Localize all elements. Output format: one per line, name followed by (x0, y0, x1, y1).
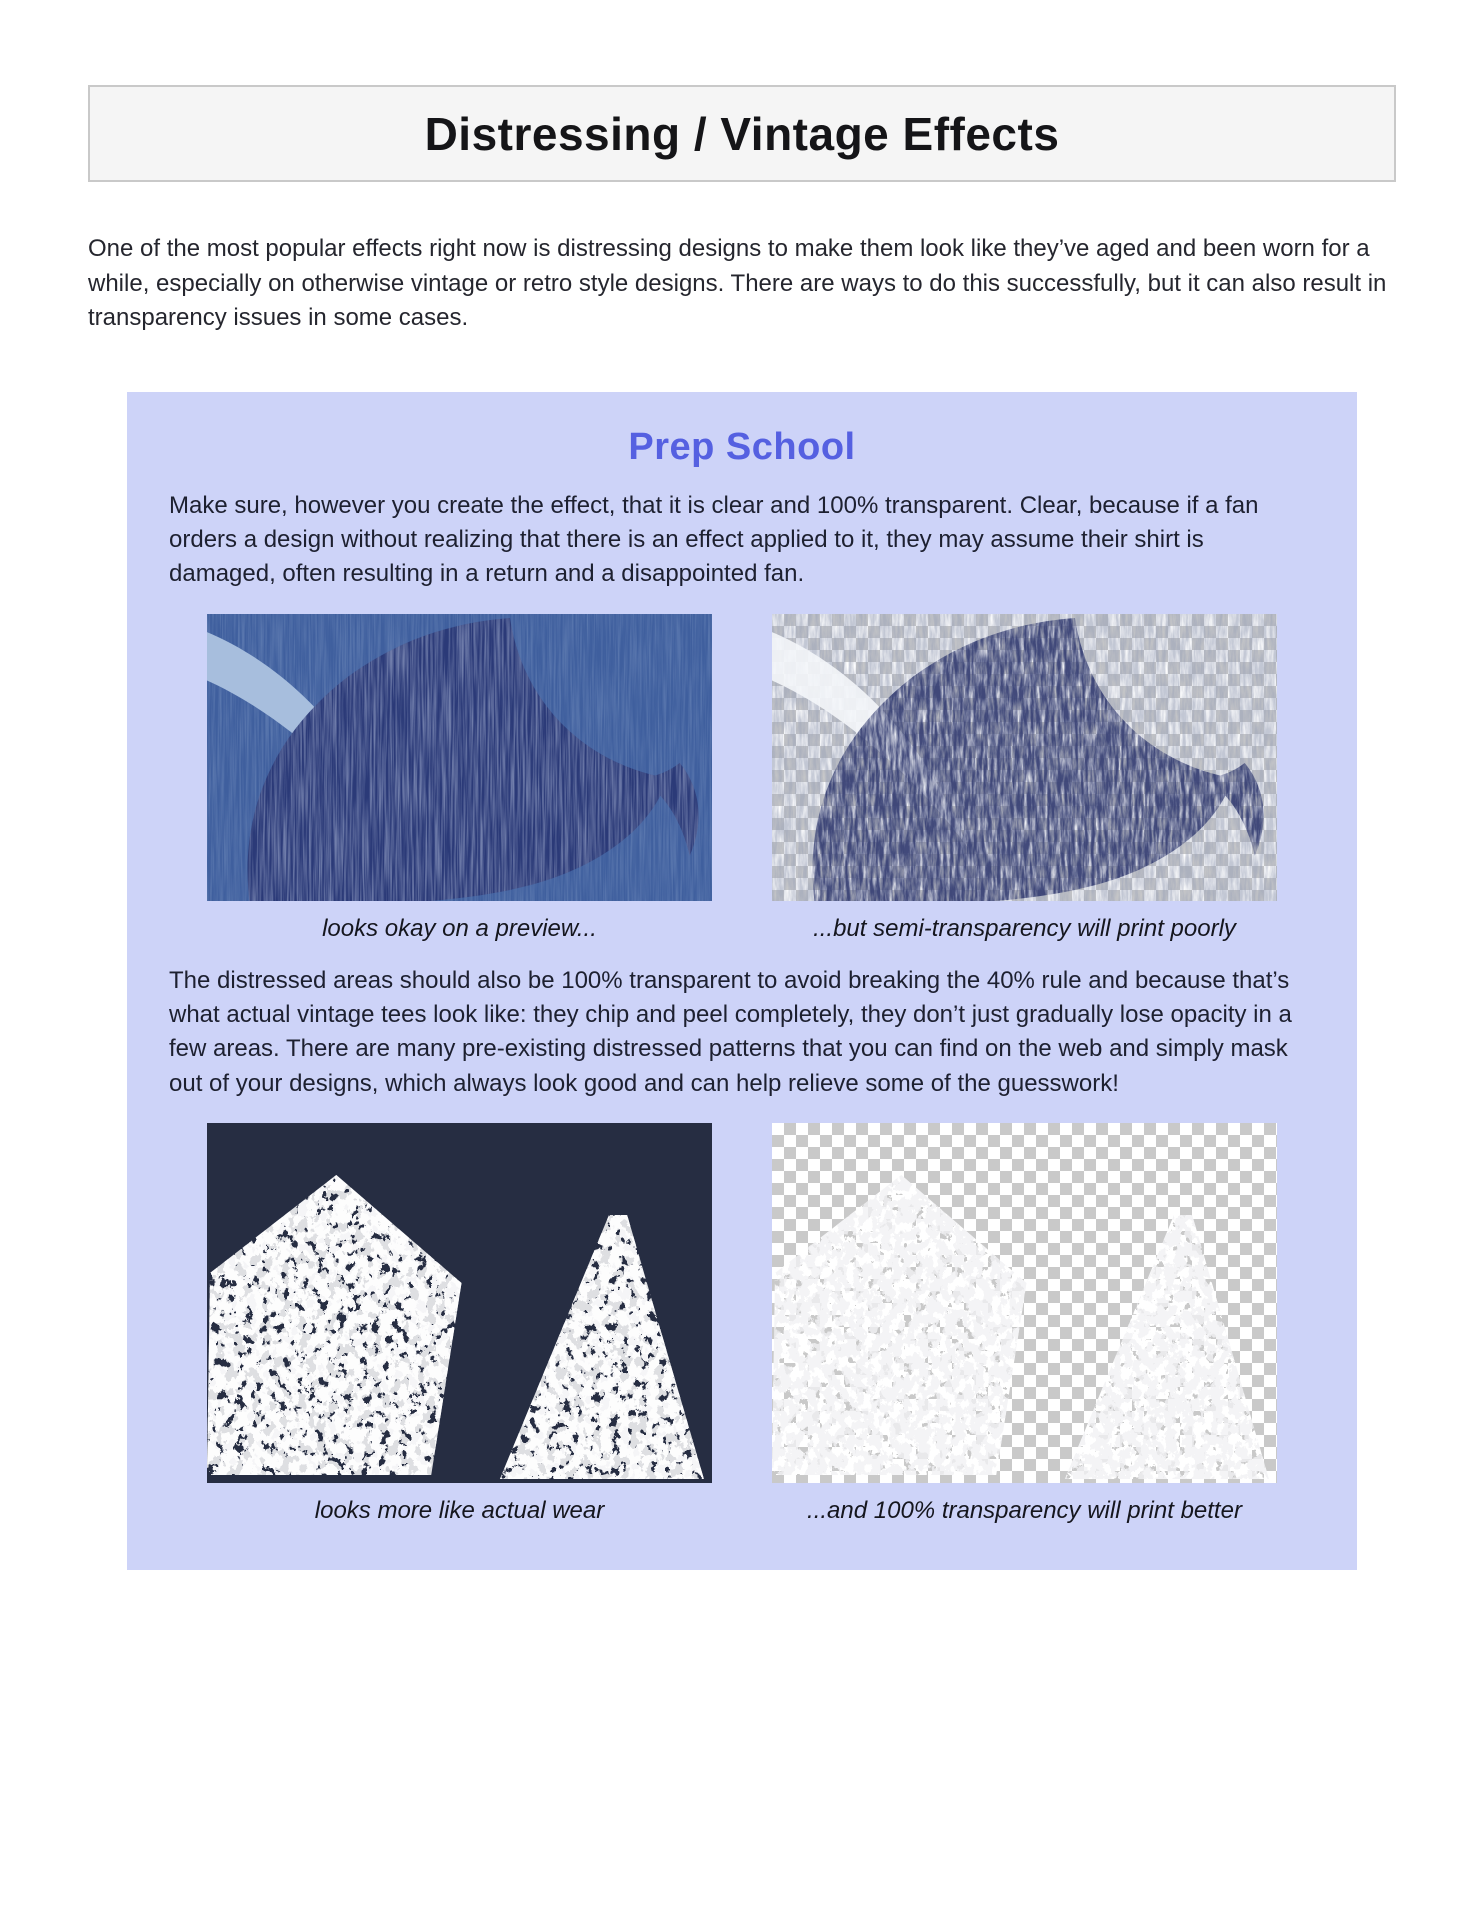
semi-transparency-image (772, 614, 1277, 901)
figure-preview (207, 614, 712, 944)
semi-transparency-art (772, 614, 1277, 901)
actual-wear-image (207, 1123, 712, 1483)
figure-row-1 (169, 614, 1315, 944)
full-transparency-image (772, 1123, 1277, 1483)
panel-paragraph-1: Make sure, however you create the effect, that it is clear and 100% transparent. Clear, because if a fan orders a design without realizing that there is an effect applied to it, they may assume their shirt is damaged, often resulting in a return and a disappointed fan. (169, 491, 1259, 588)
page-title-box (88, 85, 1396, 182)
panel-paragraph-2: The distressed areas should also be 100% transparent to avoid breaking the 40% rule and because that’s what actual vintage tees look like: they chip and peel completely, they don’t just gradually lose opacity in a few areas. There are many pre-existing distressed patterns that you can find on the web and simply mask out of your designs, which always look good and can help relieve some of the guesswork! (169, 966, 1292, 1097)
caption-semi-transparency: ...but semi-transparency will print poorly (813, 914, 1236, 942)
caption-full-transparency: ...and 100% transparency will print better (807, 1497, 1242, 1525)
full-transparency-art (772, 1123, 1277, 1483)
prep-school-panel (127, 392, 1357, 1571)
page-title: Distressing / Vintage Effects (424, 107, 1060, 160)
preview-art (207, 614, 712, 901)
figure-semi-transparency (772, 614, 1277, 944)
actual-wear-art (207, 1123, 712, 1483)
caption-actual-wear: looks more like actual wear (314, 1497, 605, 1525)
figure-full-transparency (772, 1123, 1277, 1526)
panel-heading: Prep School (628, 425, 856, 468)
figure-row-2 (169, 1123, 1315, 1526)
caption-preview: looks okay on a preview... (322, 914, 597, 942)
intro-paragraph: One of the most popular effects right now is distressing designs to make them look like they’ve aged and been worn for a while, especially on otherwise vintage or retro style designs. There are ways to do this successfully, but it can also result in transparency issues in some cases. (88, 235, 1387, 332)
preview-image (207, 614, 712, 901)
figure-actual-wear (207, 1123, 712, 1526)
